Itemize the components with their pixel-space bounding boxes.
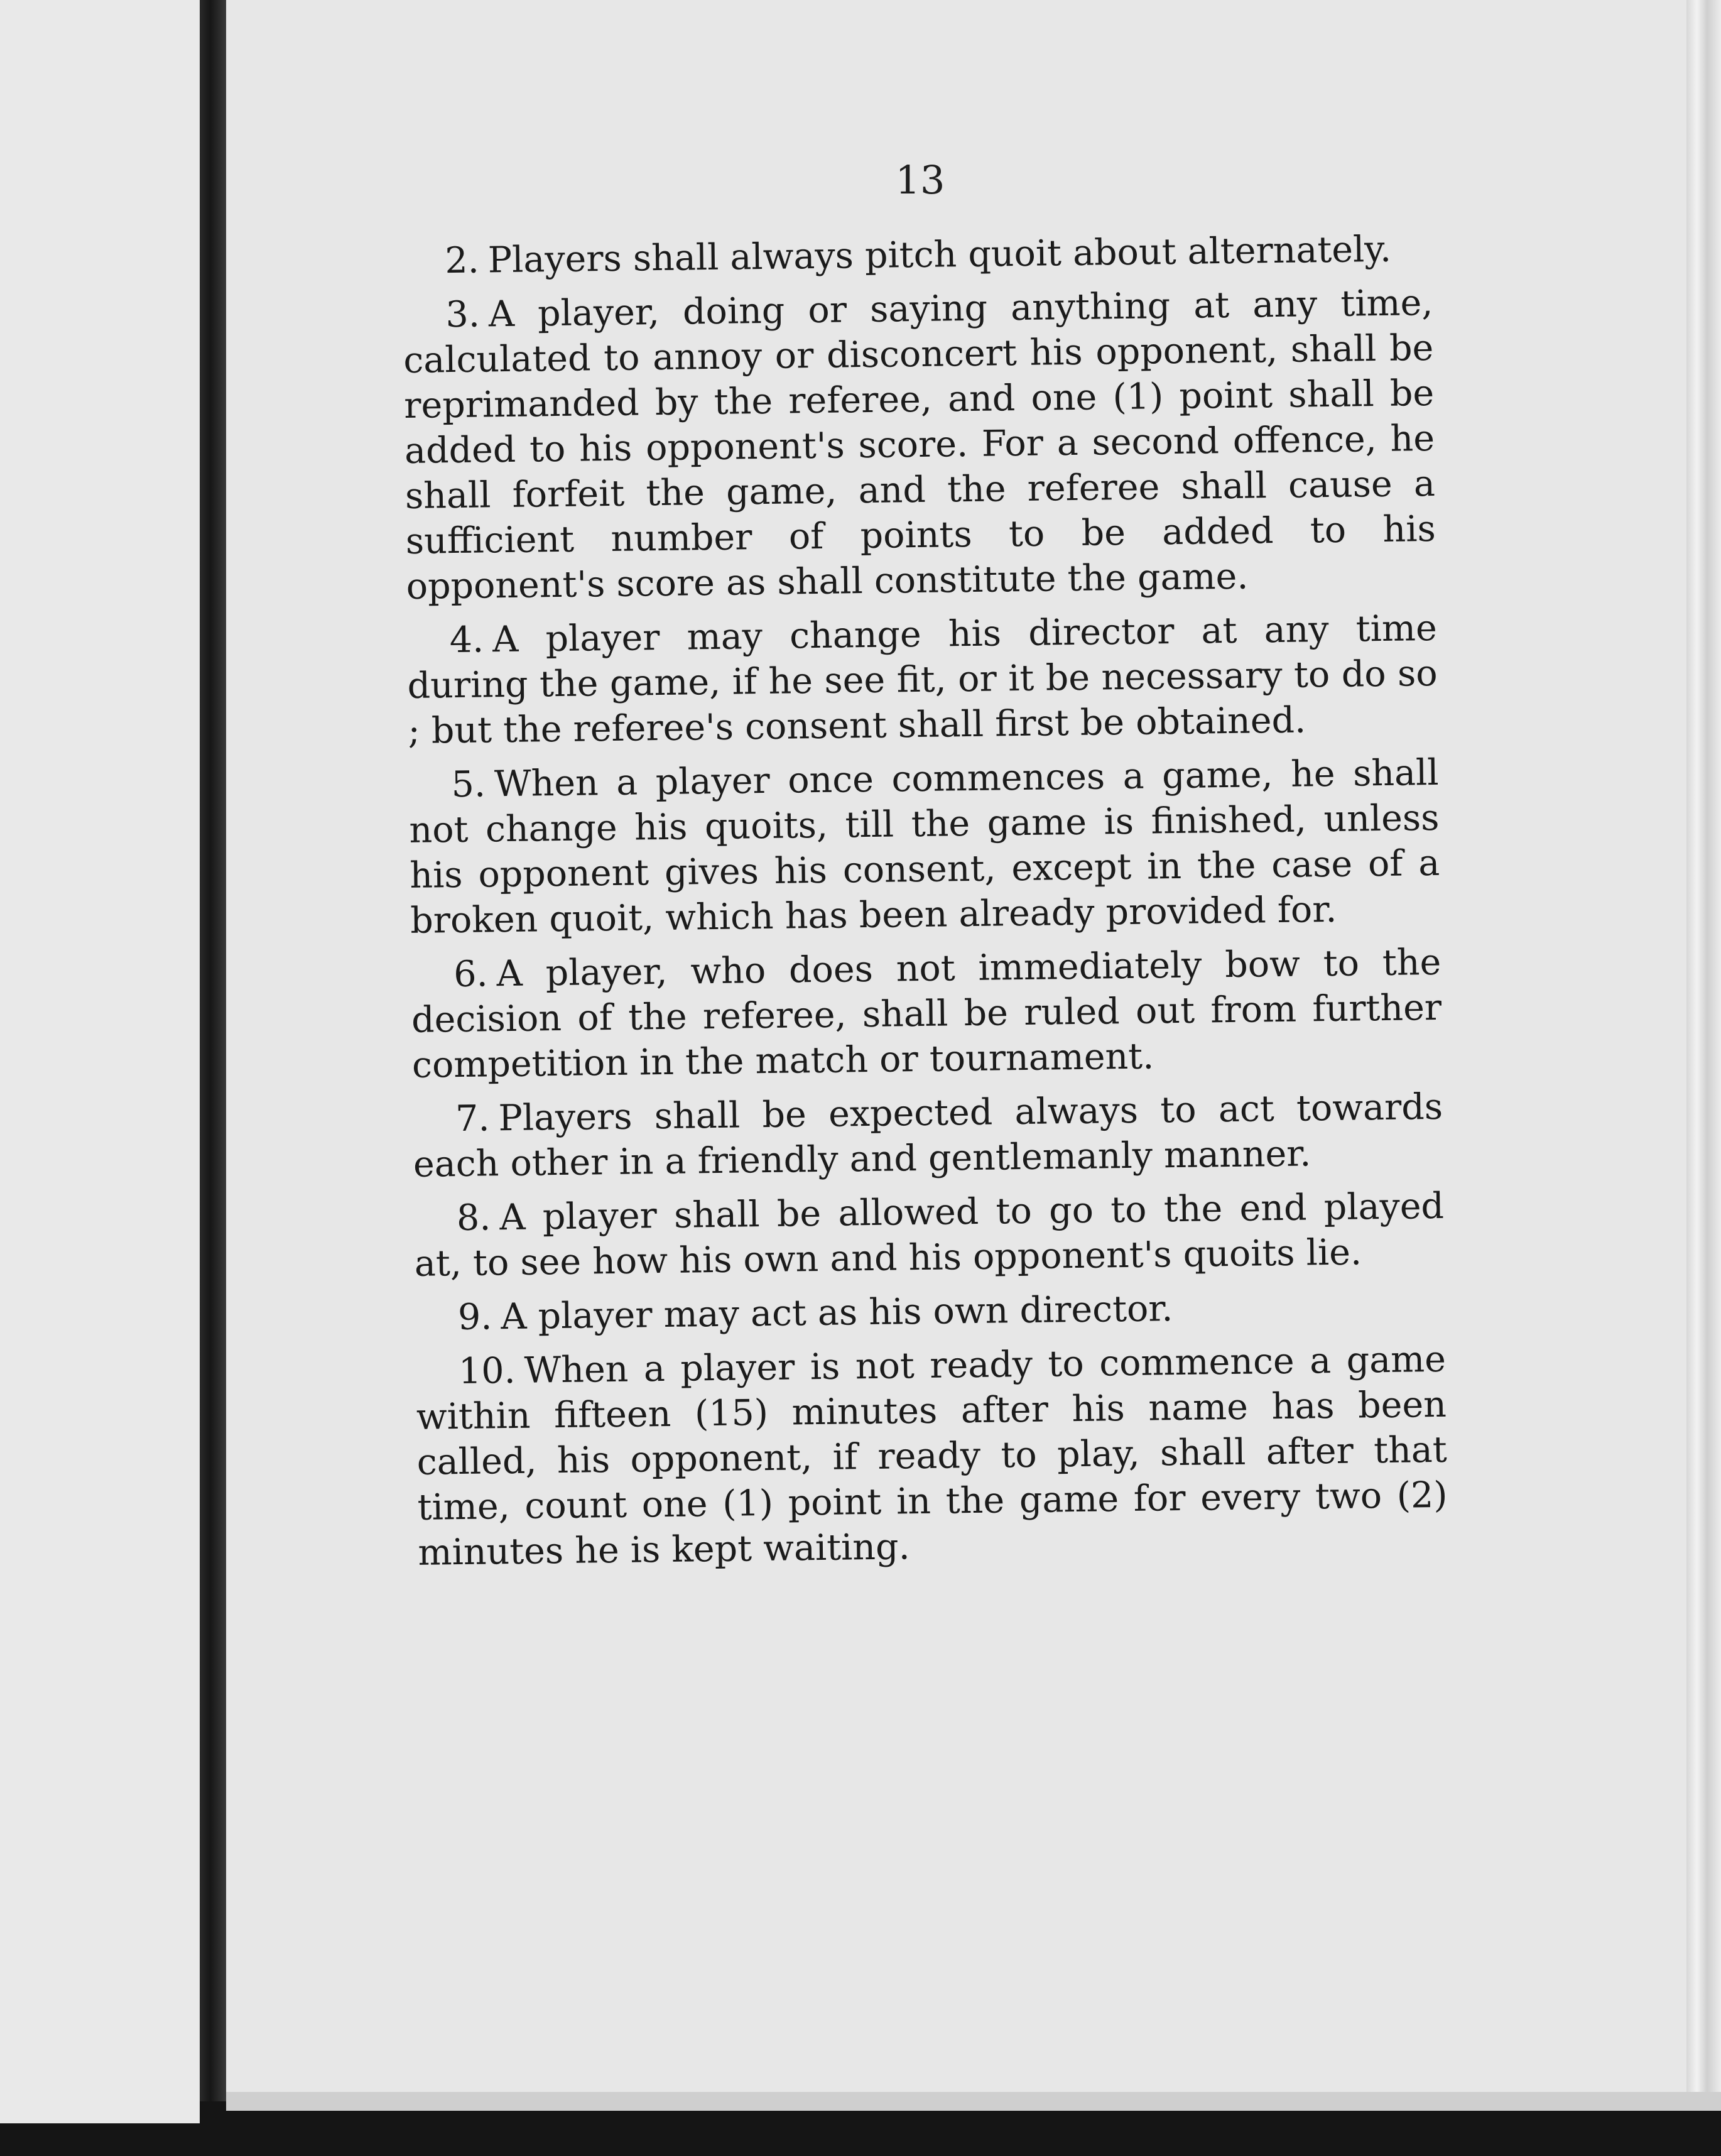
- page-bottom-edge: [226, 2092, 1721, 2111]
- rule-paragraph: [414, 1184, 1445, 1287]
- book-gutter: [200, 0, 226, 2101]
- rule-number: 7.: [455, 1097, 490, 1140]
- rule-paragraph: [411, 940, 1443, 1088]
- rule-paragraph: [413, 1084, 1444, 1187]
- rule-number: 2.: [445, 239, 480, 282]
- rule-text: A player may change his director at any time during the game, if he see fit, or it be necessary to do so ; but the referee's consent shall first be obtained.: [407, 607, 1438, 752]
- rule-number: 9.: [457, 1296, 492, 1339]
- rule-paragraph: [416, 1337, 1448, 1576]
- rules-text: [402, 226, 1448, 1584]
- rule-paragraph: [415, 1283, 1446, 1341]
- rule-number: 8.: [456, 1197, 491, 1239]
- page-edge-stack: [1686, 0, 1721, 2111]
- rule-text: A player may act as his own director.: [500, 1288, 1173, 1338]
- rule-text: When a player once commences a game, he shall not change his quoits, till the game is finished, unless his opponent gives his consent, except in the case of a broken quoit, which has been already provided for.: [409, 751, 1440, 942]
- page-number: 13: [895, 157, 945, 203]
- rule-text: A player shall be allowed to go to the end played at, to see how his own and his opponent's quoits lie.: [414, 1185, 1445, 1285]
- rule-paragraph: [406, 606, 1438, 754]
- rule-number: 6.: [453, 953, 489, 996]
- rule-text: A player, who does not immediately bow to the decision of the referee, shall be ruled out from further competition in the match or tournament.: [411, 941, 1442, 1086]
- rule-text: A player, doing or saying anything at any time, calculated to annoy or disconcert his opponent, shall be reprimanded by the referee, and one (1) point shall be added to his opponent's score. For a second offence, he shall forfeit the game, and the referee shall cause a sufficient number of points to be added to his opponent's score as shall constitute the game.: [403, 281, 1436, 607]
- rule-paragraph: [403, 280, 1436, 609]
- rule-text: When a player is not ready to commence a game within fifteen (15) minutes after his name has been called, his opponent, if ready to play, shall after that time, count one (1) point in the game for every two (2) minutes he is kept waiting.: [416, 1338, 1448, 1574]
- rule-paragraph: [408, 750, 1440, 944]
- rule-number: 10.: [458, 1349, 516, 1393]
- rule-text: Players shall be expected always to act towards each other in a friendly and gentlemanly manner.: [413, 1086, 1443, 1185]
- rule-number: 5.: [451, 763, 486, 806]
- rule-number: 3.: [445, 293, 480, 336]
- facing-page-edge: [0, 0, 200, 2123]
- rule-text: Players shall always pitch quoit about alternately.: [487, 228, 1392, 281]
- rule-number: 4.: [449, 619, 484, 662]
